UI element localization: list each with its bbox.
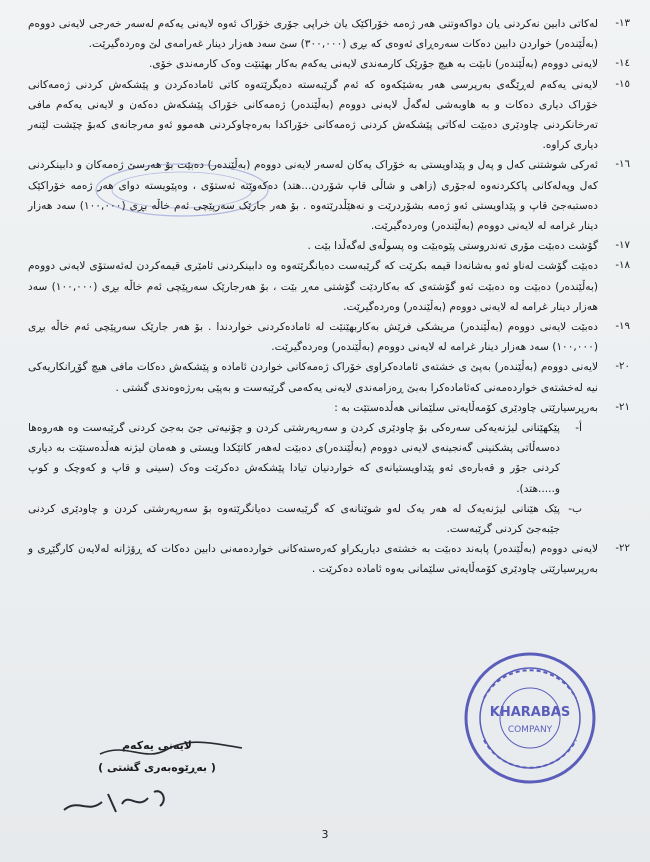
clause-text: لەکاتی دابین نەکردنی یان دواکەوتنی هەر ژەمە خۆراکێک یان خراپی جۆری خۆراک ئەوە لایەنی یەکەم لەسەر خەرجی لایەنی دووەم (بەڵێندەر) خواردن دابین دەکات سەرەڕای ئەوەی کە بڕی (٣٠٠,٠٠٠) سێ سەد هەزار دینار غەرامەی لێ وەردەگیرێت. [28,18,598,51]
handwritten-date [58,780,178,820]
signature-title: ( بەڕێوەبەری گشتی ) [98,761,216,774]
clause-text: دەبێت لایەنی دووەم (بەڵێندەر) مریشکی فرێش بەکاربهێنێت لە ئامادەکردنی خواردندا . بۆ هەر جارێک سەرپێچی ئەم خاڵە بڕی (١٠٠,٠٠٠) سەد هەزار دینار غرامە لە لایەنی دووەم (بەڵێندەر) وەردەگیرێت. [28,321,598,354]
clause-number: -٢٠ [615,361,630,373]
subclause-text: پێکهێنانی لیژنەیەکی سەرەکی بۆ چاودێری کردن و سەرپەرشتی کردن و چۆنیەتی جێ بەجێ کردنی گرێبەست وە هەروەها دەسەڵاتی پشکنینی گەنجینەی لایەنی دووەم (بەڵێندەر)ی دەبێت لەهەر کاتێکدا ویستی و هەمان لیژنە هەڵدەستێت بە دیاری کردنی جۆر و قەبارەی ئەو پێداویستیانەی کە خواردنیان تیادا پێشکەش دەکرێت وەک (سینی و قاپ و کەوچک و کوپ و.....هتد). [28,422,560,495]
clause-16 [28,155,630,236]
subclause-letter: ب- [568,502,582,515]
clause-15 [28,75,630,156]
document-body [28,14,630,580]
clause-text: ئەرکی شوشتنی کەل و پەل و پێداویستی بە خۆراک یەکان لەسەر لایەنی دووەم (بەڵێندەر) دەبێت بۆ هەرسێ ژەمەکان و دابینکردنی کەل وپەلەکانی پاککردنەوە لەجۆری (زاهی و شاڵی قاپ شۆردن...هتد) دەکەوێتە ئەستۆی ، وەپێویستە دوای هەر ژەمە خۆراکێک دەستبەجێ قاپ و پێداویستی ئەو ژەمە بشۆردرێت و نەهێڵدرێتەوە . بۆ هەر جارێک سەرپێچی ئەم خاڵە بڕی (١٠٠,٠٠٠) سەد هەزار دینار غرامە لە لایەنی دووەم (بەڵێندەر) وەردەگیرێت. [28,159,598,233]
clause-14 [28,54,630,74]
stamp-name: KHARABAS [489,705,571,720]
clause-number: -٢٢ [615,543,630,555]
clause-number: -١٤ [615,58,630,70]
clause-22 [28,539,630,579]
clause-text: دەبێت گۆشت لەناو ئەو بەشانەدا قیمە بکرێت کە گرێبەست دەیانگرێتەوە وە دابینکردنی ئامێری قیمەکردن لەئەستۆی لایەنی دووەم (بەڵێندەر) دەبێت وە دەبێت ئەو گۆشتەی کە بەکاردێت گۆشتی مەڕ بێت ، بۆ هەرجارێک سەرپێچی ئەم خاڵە بڕی (١٠٠,٠٠٠) سەد هەزار دینار غرامە لە لایەنی دووەم (بەڵێندەر) وەردەگیرێت. [28,260,598,313]
stamp-sub: COMPANY [507,725,553,735]
clause-number: -١٨ [615,260,630,272]
clause-text: لایەنی دووەم (بەڵێندەر) بەپێ ی خشتەی ئامادەکراوی خۆراک ژەمەکانی خواردن ئامادە و پێشکەش دەکات مافی هیچ گۆڕانکاریەکی نیە لەخشتەی خواردەمەنی کەئامادەکرا بەبێ ڕەزامەندی لایەنی یەکەمی گرێبەست و بەپێی بەرژەوەندی گشتی . [28,361,598,394]
subclause-text: پێک هێنانی لیژنەیەک لە هەر یەک لەو شوێنانەی کە گرێبەست دەیانگرێتەوە بۆ سەرپەرشتی کردن و چاودێری کردنی جێبەجێ کردنی گرێبەست. [28,502,560,536]
clause-19 [28,317,630,357]
subclause-b [28,499,630,539]
subclause-letter: أ- [575,422,582,435]
clause-18 [28,256,630,317]
clause-number: -١٩ [615,321,630,333]
company-stamp [462,650,598,786]
clause-17 [28,236,630,256]
clause-number: -٢١ [615,401,630,413]
clause-number: -١٣ [615,18,630,29]
clause-number: -١٥ [615,78,630,90]
signature-scribble [96,736,246,766]
clause-text: لایەنی دووەم (بەڵێندەر) پابەند دەبێت بە خشتەی دیاریکراو کەرەستەکانی خواردەمەنی دابین دەکات کە ڕۆژانە لەلایەن کارگێڕی و بەرپرسیارێتی چاودێری کۆمەڵایەتی سلێمانی بەوە ئامادە دەکرێت . [28,543,598,576]
clause-text: لایەنی دووەم (بەڵێندەر) نابێت بە هیچ جۆرێک کارمەندی لایەنی یەکەم بەکار بهێنێت وەک کارمەندی خۆی. [148,58,598,71]
page-number: 3 [321,828,329,841]
clause-text: بەرپرسیارێتی چاودێری کۆمەڵایەتی سلێمانی هەڵدەستێت بە : [334,401,598,414]
clause-text: لایەنی یەکەم لەڕێگەی بەرپرسی هەر بەشێکەوە کە ئەم گرێبەستە دەیگرێتەوە کاتی ئامادەکردن و پێشکەش کردنی ژەمەکانی خۆراک دیاری دەکات و بە هاوبەشی لەگەڵ لایەنی دووەم (بەڵێندەر) ژەمەکانی خۆراک پێشکەش دەکەن و لایەنی یەکەم مافی تەرخانکردنی چاودێری دەبێت لەکاتی پێشکەش کردنی ژەمەکانی خۆراکدا بەرەچاوکردنی هەموو ئەو مەرجانەی کەبۆ چێشت لێنەر دیاری کراوە. [28,78,598,152]
clause-number: -١٧ [615,240,630,252]
clause-number: -١٦ [615,159,630,171]
subclause-a [28,418,630,499]
clause-text: گۆشت دەبێت مۆری تەندروستی پێوەبێت وە پسوڵەی لەگەڵدا بێت . [307,240,598,253]
clause-20 [28,357,630,397]
clause-21 [28,398,630,418]
signature-party: لایەنی یەکەم [121,739,192,752]
clause-13 [28,14,630,54]
